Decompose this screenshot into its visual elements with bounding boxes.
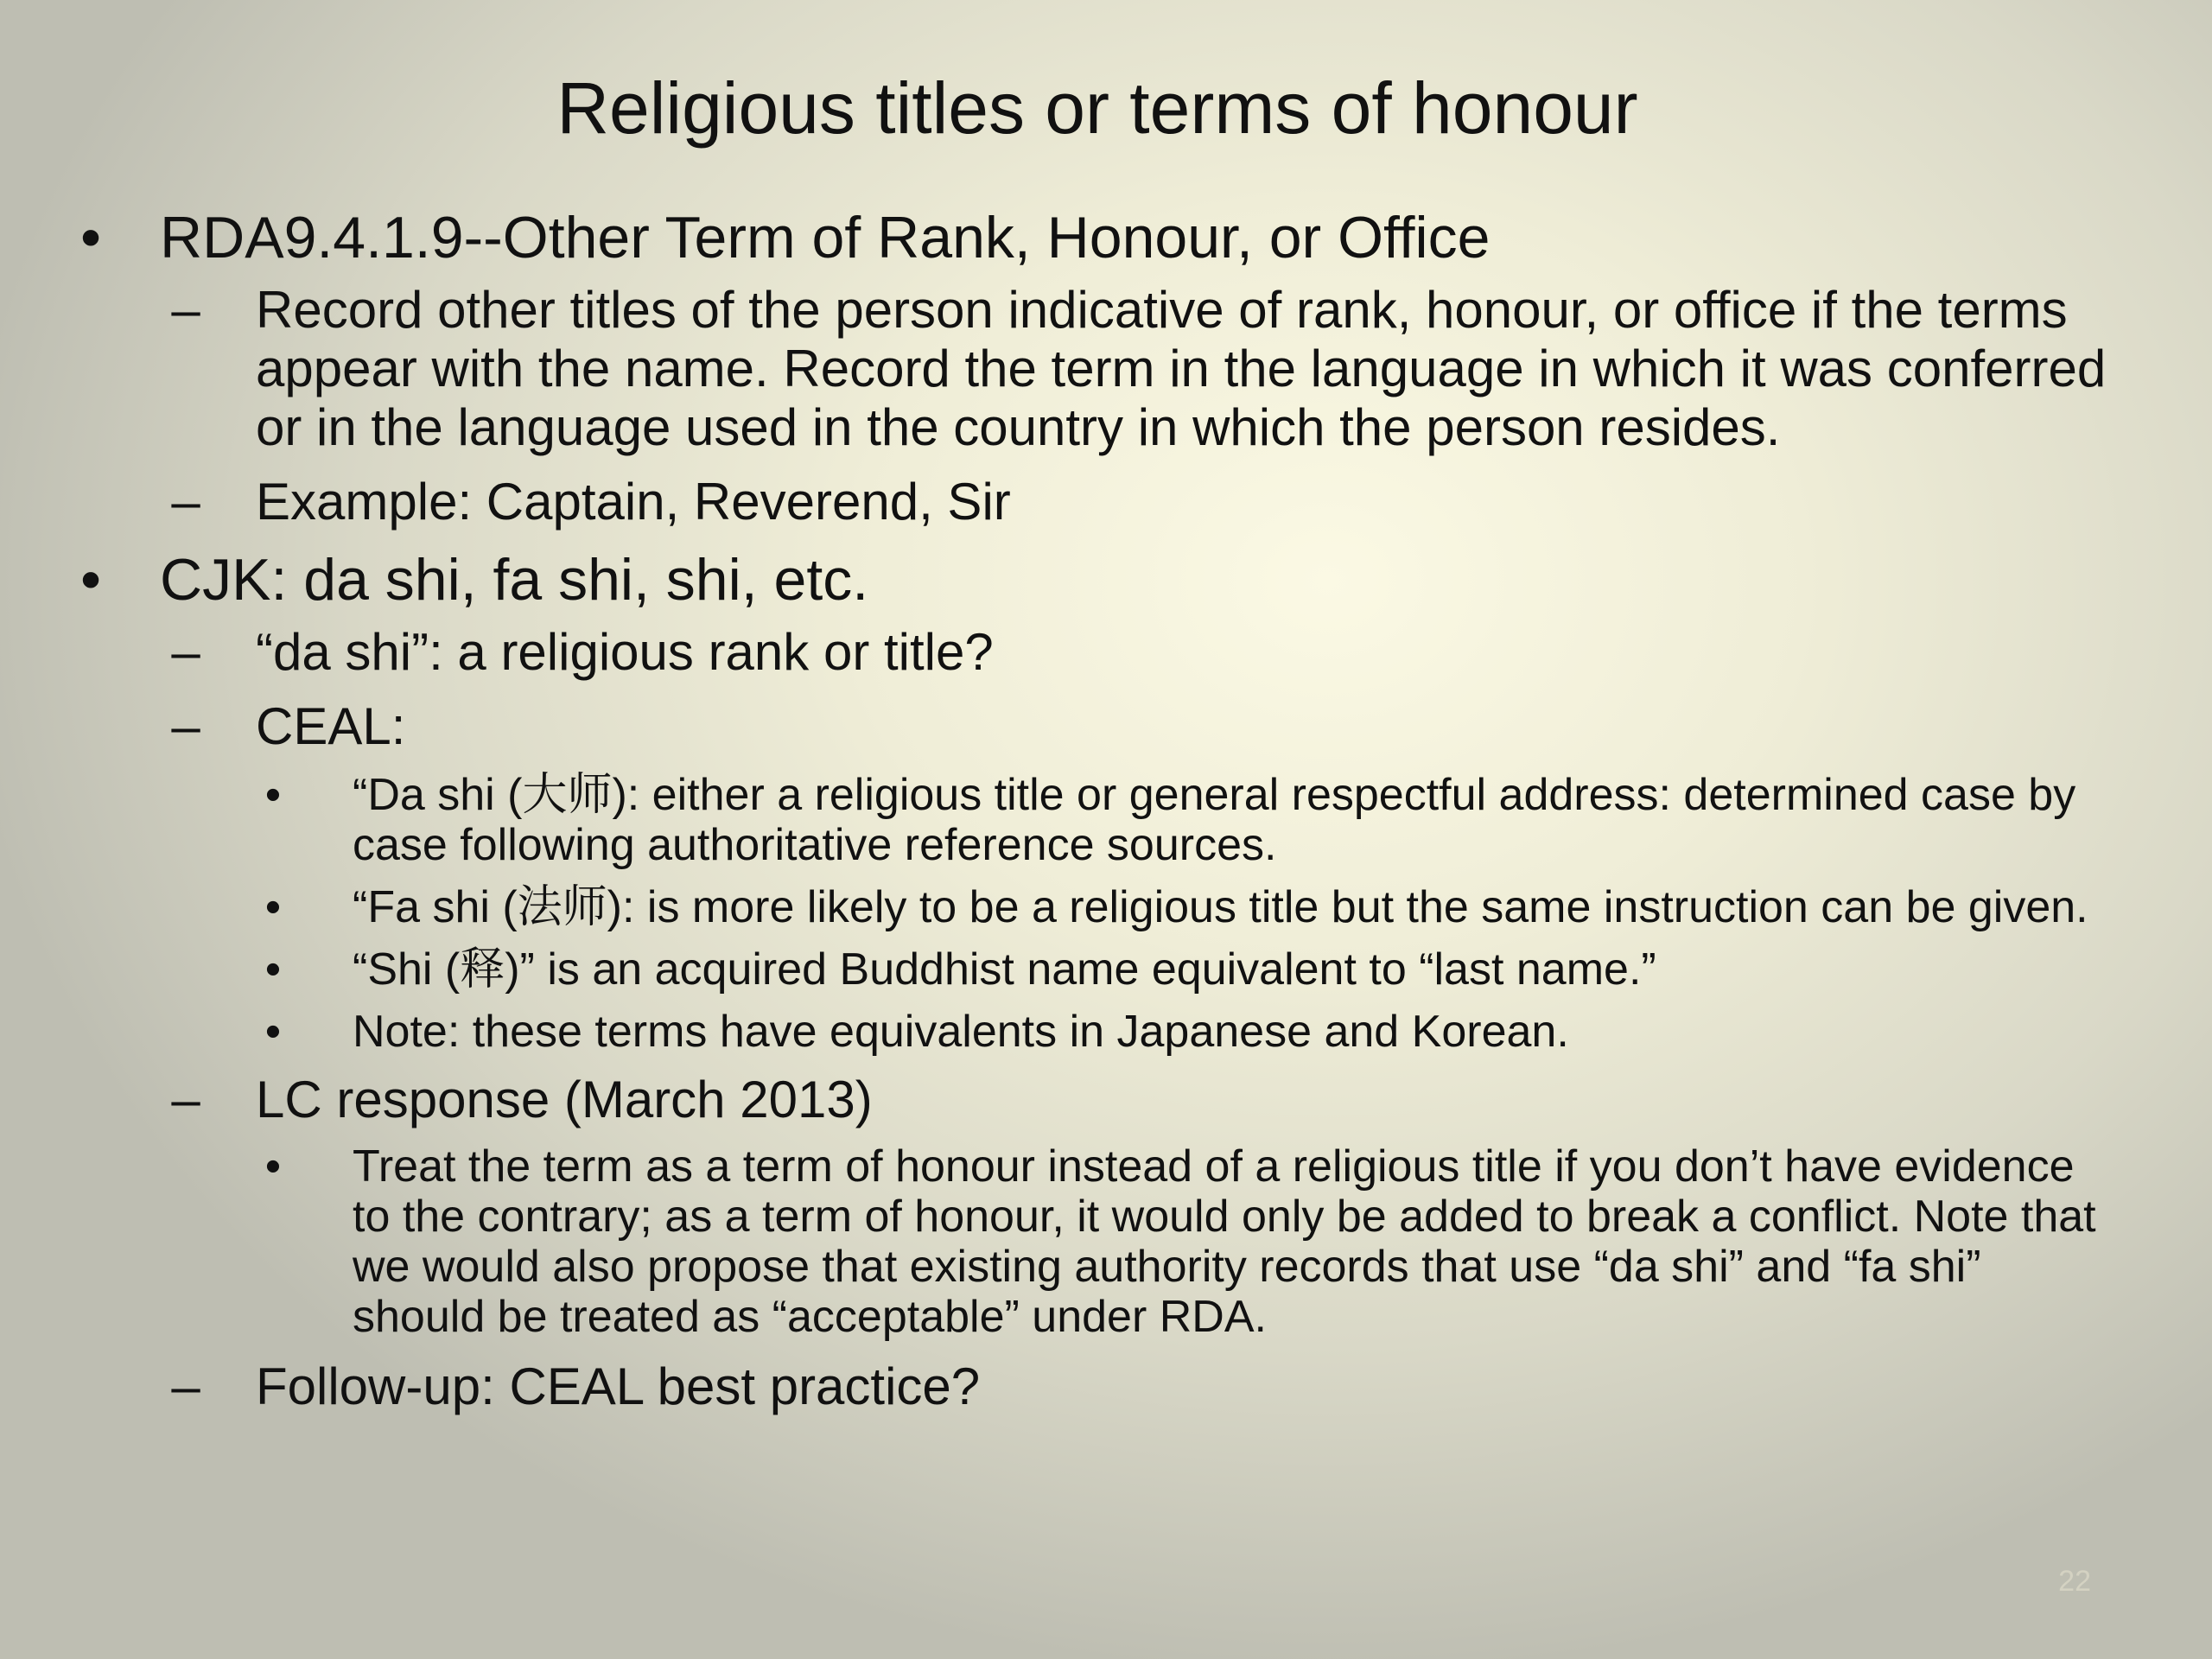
slide-title: Religious titles or terms of honour	[556, 67, 1638, 149]
lc-response-text: Treat the term as a term of honour instead of a religious title if you don’t have evidence to the contrary; as a term of honour, it would only be added to break a conflict. Note that we would also propose that existing authority records that use “da shi” and “fa shi” should be treated as “acceptable” under RDA.	[353, 1141, 2096, 1342]
dash-marker: –	[171, 1357, 200, 1415]
sub-bullet-text: “da shi”: a religious rank or title?	[256, 623, 994, 681]
page-number: 22	[2058, 1565, 2091, 1598]
dash-marker: –	[171, 697, 200, 755]
sub-bullet-text: LC response (March 2013)	[256, 1071, 873, 1128]
bullet-marker: •	[80, 547, 101, 613]
sub-bullet-text: Example: Captain, Reverend, Sir	[256, 473, 1011, 531]
bullet-cjk	[73, 545, 2113, 614]
bullet-rda	[73, 203, 2113, 272]
bullet-marker: •	[264, 882, 282, 932]
sub-bullet-record-titles	[160, 281, 2113, 457]
ceal-item-text: “Da shi (大师): either a religious title or general respectful address: determined case by case following authoritative reference sources.	[353, 770, 2076, 870]
sub-bullet-lc-response	[160, 1071, 2113, 1129]
ceal-item-shi	[256, 944, 2113, 995]
dash-marker: –	[171, 623, 200, 681]
sub-bullet-text: Record other titles of the person indicative of rank, honour, or office if the terms appear with the name. Record the term in the language in which it was conferred or in the language used in the country in which the person resides.	[256, 281, 2107, 456]
sub-bullet-ceal	[160, 697, 2113, 756]
bullet-marker: •	[264, 1141, 282, 1192]
dash-marker: –	[171, 281, 200, 339]
sub-bullet-text: Follow-up: CEAL best practice?	[256, 1357, 981, 1415]
dash-marker: –	[171, 473, 200, 531]
bullet-marker: •	[80, 205, 101, 270]
bullet-text: RDA9.4.1.9--Other Term of Rank, Honour, or Office	[160, 205, 1491, 270]
sub-bullet-example	[160, 473, 2113, 531]
bullet-marker: •	[264, 1007, 282, 1057]
ceal-item-text: “Fa shi (法师): is more likely to be a religious title but the same instruction can be given.	[353, 882, 2088, 932]
ceal-item-da-shi	[256, 770, 2113, 870]
ceal-item-fa-shi	[256, 882, 2113, 932]
dash-marker: –	[171, 1071, 200, 1128]
ceal-item-text: Note: these terms have equivalents in Japanese and Korean.	[353, 1007, 1569, 1057]
lc-response-item	[256, 1141, 2113, 1342]
sub-bullet-da-shi-question	[160, 623, 2113, 682]
bullet-text: CJK: da shi, fa shi, shi, etc.	[160, 547, 869, 613]
slide-body	[73, 203, 2113, 1416]
bullet-marker: •	[264, 944, 282, 995]
ceal-item-note	[256, 1007, 2113, 1057]
ceal-item-text: “Shi (释)” is an acquired Buddhist name equivalent to “last name.”	[353, 944, 1656, 995]
sub-bullet-text: CEAL:	[256, 697, 406, 755]
sub-bullet-follow-up	[160, 1357, 2113, 1416]
bullet-marker: •	[264, 770, 282, 820]
